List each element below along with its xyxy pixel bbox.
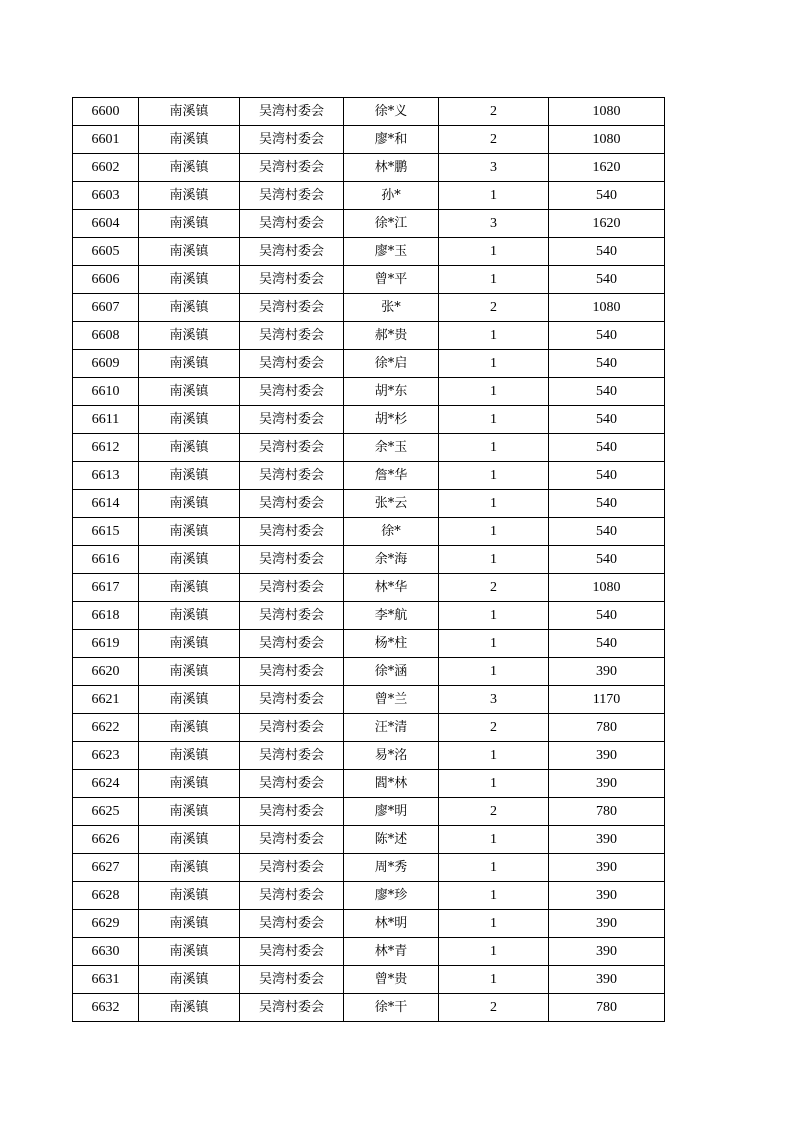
name-cell: 杨*柱	[344, 630, 439, 658]
row-number-cell: 6632	[73, 994, 139, 1022]
table-row	[73, 658, 665, 686]
count-cell: 1	[439, 938, 549, 966]
amount-cell: 540	[549, 238, 665, 266]
count-cell: 1	[439, 630, 549, 658]
name-cell: 徐*	[344, 518, 439, 546]
row-number-cell: 6612	[73, 434, 139, 462]
amount-cell: 540	[549, 434, 665, 462]
name-cell: 廖*玉	[344, 238, 439, 266]
village-cell: 吴湾村委会	[240, 322, 344, 350]
amount-cell: 540	[549, 518, 665, 546]
data-table	[72, 97, 665, 1022]
row-number-cell: 6615	[73, 518, 139, 546]
village-cell: 吴湾村委会	[240, 882, 344, 910]
amount-cell: 390	[549, 910, 665, 938]
name-cell: 徐*干	[344, 994, 439, 1022]
row-number-cell: 6602	[73, 154, 139, 182]
table-row	[73, 826, 665, 854]
row-number-cell: 6631	[73, 966, 139, 994]
village-cell: 吴湾村委会	[240, 518, 344, 546]
town-cell: 南溪镇	[139, 518, 240, 546]
village-cell: 吴湾村委会	[240, 574, 344, 602]
amount-cell: 1620	[549, 154, 665, 182]
town-cell: 南溪镇	[139, 434, 240, 462]
name-cell: 余*海	[344, 546, 439, 574]
table-row	[73, 854, 665, 882]
table-row	[73, 910, 665, 938]
table-row	[73, 518, 665, 546]
village-cell: 吴湾村委会	[240, 210, 344, 238]
name-cell: 胡*杉	[344, 406, 439, 434]
table-row	[73, 350, 665, 378]
count-cell: 1	[439, 406, 549, 434]
amount-cell: 540	[549, 350, 665, 378]
village-cell: 吴湾村委会	[240, 826, 344, 854]
town-cell: 南溪镇	[139, 630, 240, 658]
row-number-cell: 6603	[73, 182, 139, 210]
village-cell: 吴湾村委会	[240, 938, 344, 966]
village-cell: 吴湾村委会	[240, 98, 344, 126]
amount-cell: 390	[549, 938, 665, 966]
town-cell: 南溪镇	[139, 546, 240, 574]
row-number-cell: 6611	[73, 406, 139, 434]
table-row	[73, 882, 665, 910]
row-number-cell: 6607	[73, 294, 139, 322]
name-cell: 徐*义	[344, 98, 439, 126]
count-cell: 1	[439, 770, 549, 798]
count-cell: 1	[439, 854, 549, 882]
village-cell: 吴湾村委会	[240, 350, 344, 378]
village-cell: 吴湾村委会	[240, 126, 344, 154]
count-cell: 1	[439, 742, 549, 770]
amount-cell: 1080	[549, 126, 665, 154]
table-row	[73, 686, 665, 714]
row-number-cell: 6628	[73, 882, 139, 910]
count-cell: 2	[439, 98, 549, 126]
town-cell: 南溪镇	[139, 294, 240, 322]
table-row	[73, 602, 665, 630]
amount-cell: 390	[549, 826, 665, 854]
amount-cell: 540	[549, 602, 665, 630]
village-cell: 吴湾村委会	[240, 434, 344, 462]
village-cell: 吴湾村委会	[240, 238, 344, 266]
village-cell: 吴湾村委会	[240, 742, 344, 770]
count-cell: 1	[439, 238, 549, 266]
table-row	[73, 742, 665, 770]
table-row	[73, 182, 665, 210]
town-cell: 南溪镇	[139, 882, 240, 910]
row-number-cell: 6613	[73, 462, 139, 490]
count-cell: 1	[439, 322, 549, 350]
table-row	[73, 434, 665, 462]
table-row	[73, 574, 665, 602]
amount-cell: 780	[549, 994, 665, 1022]
table-row	[73, 210, 665, 238]
town-cell: 南溪镇	[139, 490, 240, 518]
village-cell: 吴湾村委会	[240, 294, 344, 322]
village-cell: 吴湾村委会	[240, 686, 344, 714]
village-cell: 吴湾村委会	[240, 266, 344, 294]
town-cell: 南溪镇	[139, 154, 240, 182]
row-number-cell: 6630	[73, 938, 139, 966]
count-cell: 2	[439, 574, 549, 602]
count-cell: 1	[439, 182, 549, 210]
village-cell: 吴湾村委会	[240, 602, 344, 630]
row-number-cell: 6609	[73, 350, 139, 378]
amount-cell: 390	[549, 966, 665, 994]
amount-cell: 390	[549, 854, 665, 882]
town-cell: 南溪镇	[139, 238, 240, 266]
town-cell: 南溪镇	[139, 770, 240, 798]
name-cell: 郝*贵	[344, 322, 439, 350]
town-cell: 南溪镇	[139, 98, 240, 126]
amount-cell: 390	[549, 658, 665, 686]
table-body	[73, 98, 665, 1022]
table-row	[73, 798, 665, 826]
count-cell: 3	[439, 210, 549, 238]
town-cell: 南溪镇	[139, 938, 240, 966]
row-number-cell: 6600	[73, 98, 139, 126]
name-cell: 张*	[344, 294, 439, 322]
name-cell: 周*秀	[344, 854, 439, 882]
table-row	[73, 714, 665, 742]
town-cell: 南溪镇	[139, 966, 240, 994]
count-cell: 1	[439, 966, 549, 994]
amount-cell: 540	[549, 490, 665, 518]
town-cell: 南溪镇	[139, 994, 240, 1022]
row-number-cell: 6624	[73, 770, 139, 798]
amount-cell: 1170	[549, 686, 665, 714]
row-number-cell: 6604	[73, 210, 139, 238]
table-row	[73, 238, 665, 266]
count-cell: 2	[439, 714, 549, 742]
name-cell: 林*青	[344, 938, 439, 966]
row-number-cell: 6619	[73, 630, 139, 658]
table-row	[73, 154, 665, 182]
name-cell: 张*云	[344, 490, 439, 518]
name-cell: 徐*启	[344, 350, 439, 378]
town-cell: 南溪镇	[139, 602, 240, 630]
row-number-cell: 6610	[73, 378, 139, 406]
row-number-cell: 6626	[73, 826, 139, 854]
row-number-cell: 6606	[73, 266, 139, 294]
village-cell: 吴湾村委会	[240, 714, 344, 742]
village-cell: 吴湾村委会	[240, 462, 344, 490]
count-cell: 1	[439, 910, 549, 938]
amount-cell: 390	[549, 882, 665, 910]
count-cell: 2	[439, 798, 549, 826]
village-cell: 吴湾村委会	[240, 770, 344, 798]
amount-cell: 540	[549, 378, 665, 406]
name-cell: 曾*平	[344, 266, 439, 294]
name-cell: 廖*珍	[344, 882, 439, 910]
table-row	[73, 98, 665, 126]
town-cell: 南溪镇	[139, 210, 240, 238]
name-cell: 林*鹏	[344, 154, 439, 182]
count-cell: 1	[439, 266, 549, 294]
count-cell: 1	[439, 518, 549, 546]
town-cell: 南溪镇	[139, 574, 240, 602]
amount-cell: 540	[549, 630, 665, 658]
name-cell: 陈*述	[344, 826, 439, 854]
village-cell: 吴湾村委会	[240, 658, 344, 686]
row-number-cell: 6620	[73, 658, 139, 686]
amount-cell: 390	[549, 742, 665, 770]
town-cell: 南溪镇	[139, 658, 240, 686]
table-row	[73, 378, 665, 406]
count-cell: 2	[439, 126, 549, 154]
amount-cell: 1620	[549, 210, 665, 238]
count-cell: 1	[439, 350, 549, 378]
table-row	[73, 322, 665, 350]
row-number-cell: 6623	[73, 742, 139, 770]
count-cell: 1	[439, 658, 549, 686]
row-number-cell: 6617	[73, 574, 139, 602]
table-row	[73, 630, 665, 658]
count-cell: 1	[439, 462, 549, 490]
amount-cell: 1080	[549, 98, 665, 126]
amount-cell: 1080	[549, 574, 665, 602]
count-cell: 2	[439, 294, 549, 322]
town-cell: 南溪镇	[139, 686, 240, 714]
count-cell: 3	[439, 154, 549, 182]
count-cell: 1	[439, 882, 549, 910]
village-cell: 吴湾村委会	[240, 630, 344, 658]
amount-cell: 540	[549, 182, 665, 210]
table-row	[73, 126, 665, 154]
name-cell: 閻*林	[344, 770, 439, 798]
amount-cell: 1080	[549, 294, 665, 322]
village-cell: 吴湾村委会	[240, 406, 344, 434]
town-cell: 南溪镇	[139, 798, 240, 826]
name-cell: 汪*清	[344, 714, 439, 742]
town-cell: 南溪镇	[139, 910, 240, 938]
amount-cell: 780	[549, 714, 665, 742]
name-cell: 林*华	[344, 574, 439, 602]
town-cell: 南溪镇	[139, 714, 240, 742]
name-cell: 曾*兰	[344, 686, 439, 714]
amount-cell: 540	[549, 406, 665, 434]
name-cell: 易*洺	[344, 742, 439, 770]
count-cell: 1	[439, 602, 549, 630]
table-row	[73, 770, 665, 798]
table-row	[73, 546, 665, 574]
village-cell: 吴湾村委会	[240, 378, 344, 406]
table-row	[73, 966, 665, 994]
table-row	[73, 994, 665, 1022]
village-cell: 吴湾村委会	[240, 854, 344, 882]
village-cell: 吴湾村委会	[240, 490, 344, 518]
name-cell: 李*航	[344, 602, 439, 630]
row-number-cell: 6618	[73, 602, 139, 630]
row-number-cell: 6616	[73, 546, 139, 574]
name-cell: 廖*和	[344, 126, 439, 154]
table-row	[73, 266, 665, 294]
village-cell: 吴湾村委会	[240, 546, 344, 574]
table-row	[73, 490, 665, 518]
row-number-cell: 6627	[73, 854, 139, 882]
village-cell: 吴湾村委会	[240, 154, 344, 182]
town-cell: 南溪镇	[139, 826, 240, 854]
count-cell: 1	[439, 378, 549, 406]
row-number-cell: 6625	[73, 798, 139, 826]
row-number-cell: 6608	[73, 322, 139, 350]
town-cell: 南溪镇	[139, 350, 240, 378]
row-number-cell: 6622	[73, 714, 139, 742]
town-cell: 南溪镇	[139, 854, 240, 882]
amount-cell: 540	[549, 266, 665, 294]
row-number-cell: 6629	[73, 910, 139, 938]
village-cell: 吴湾村委会	[240, 966, 344, 994]
name-cell: 孙*	[344, 182, 439, 210]
village-cell: 吴湾村委会	[240, 994, 344, 1022]
name-cell: 徐*涵	[344, 658, 439, 686]
town-cell: 南溪镇	[139, 406, 240, 434]
name-cell: 林*明	[344, 910, 439, 938]
amount-cell: 540	[549, 462, 665, 490]
amount-cell: 390	[549, 770, 665, 798]
count-cell: 1	[439, 826, 549, 854]
town-cell: 南溪镇	[139, 378, 240, 406]
count-cell: 3	[439, 686, 549, 714]
table-row	[73, 938, 665, 966]
count-cell: 1	[439, 546, 549, 574]
count-cell: 1	[439, 490, 549, 518]
amount-cell: 780	[549, 798, 665, 826]
town-cell: 南溪镇	[139, 126, 240, 154]
count-cell: 1	[439, 434, 549, 462]
village-cell: 吴湾村委会	[240, 910, 344, 938]
village-cell: 吴湾村委会	[240, 182, 344, 210]
name-cell: 胡*东	[344, 378, 439, 406]
name-cell: 詹*华	[344, 462, 439, 490]
town-cell: 南溪镇	[139, 266, 240, 294]
name-cell: 廖*明	[344, 798, 439, 826]
count-cell: 2	[439, 994, 549, 1022]
row-number-cell: 6601	[73, 126, 139, 154]
table-row	[73, 294, 665, 322]
row-number-cell: 6621	[73, 686, 139, 714]
village-cell: 吴湾村委会	[240, 798, 344, 826]
row-number-cell: 6614	[73, 490, 139, 518]
town-cell: 南溪镇	[139, 742, 240, 770]
name-cell: 余*玉	[344, 434, 439, 462]
name-cell: 徐*江	[344, 210, 439, 238]
town-cell: 南溪镇	[139, 182, 240, 210]
amount-cell: 540	[549, 546, 665, 574]
row-number-cell: 6605	[73, 238, 139, 266]
town-cell: 南溪镇	[139, 322, 240, 350]
town-cell: 南溪镇	[139, 462, 240, 490]
table-row	[73, 406, 665, 434]
amount-cell: 540	[549, 322, 665, 350]
table-row	[73, 462, 665, 490]
name-cell: 曾*贵	[344, 966, 439, 994]
